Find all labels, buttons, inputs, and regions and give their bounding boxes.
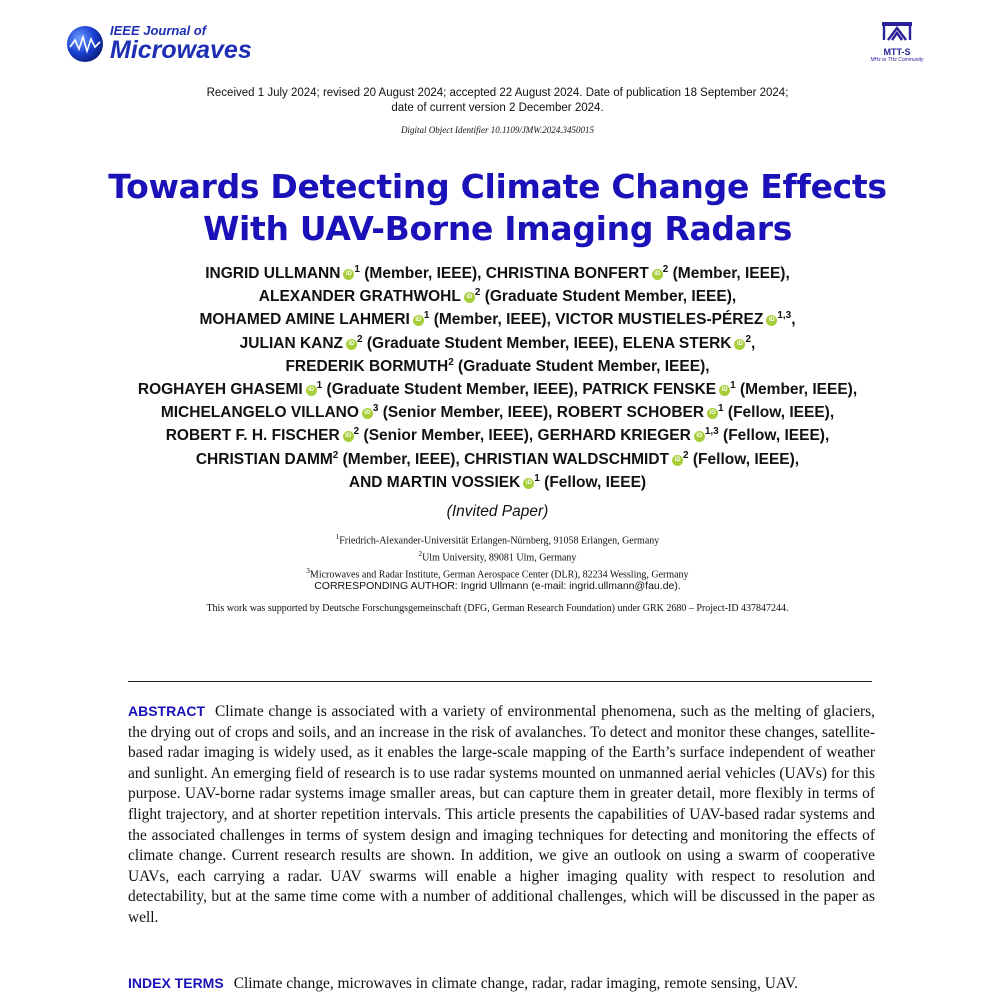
orcid-icon[interactable]: iD: [362, 408, 373, 419]
author: [196, 451, 460, 468]
author-line: [40, 448, 955, 471]
author-name: CHRISTINA BONFERT: [485, 265, 649, 282]
author-role: (Member, IEEE),: [429, 311, 551, 329]
author-list: [40, 262, 955, 494]
author-affiliation-number: 1,3: [704, 426, 719, 438]
author-name: ALEXANDER GRATHWOHL: [258, 288, 461, 306]
publication-dates: [100, 86, 895, 116]
journal-name-small: IEEE Journal of: [110, 23, 207, 38]
author: [349, 474, 646, 491]
author-affiliation-number: 2: [448, 356, 454, 368]
author: [138, 381, 578, 398]
author: [582, 381, 857, 398]
orcid-icon[interactable]: iD: [523, 478, 534, 489]
author-affiliation-number: 2: [662, 264, 669, 275]
author-role: (Fellow, IEEE),: [723, 404, 835, 422]
affiliations: [0, 531, 995, 581]
author-name: JULIAN KANZ: [239, 334, 343, 352]
abstract-text: Climate change is associated with a variety of environmental phenomena, such as the melting of glaciers, the drying out of crops and soils, and an increase in the risk of avalanches. To detect and monitor these changes, satellite-based radar imaging is widely used, as it enables the large-scale mapping of the Earth’s surface independent of weather and sunlight. An emerging field of research is to use radar systems mounted on unmanned aerial vehicles (UAVs) for this purpose. UAV-borne radar systems image smaller areas, but can capture them in greater detail, more flexibly in terms of flight trajectory, and at shorter repetition intervals. This article presents the capabilities of UAV-based radar systems and the associated challenges in terms of system design and imaging techniques for detecting and monitoring the effects of climate change. Current research results are shown. In addition, we give an outlook on using a swarm of cooperative UAVs, each carrying a radar. UAV swarms will enable a higher imaging quality with respect to resolution and detectability, but at the same time come with a number of additional challenges, which will be discussed in the paper as well.: [128, 703, 875, 926]
author-role: (Fellow, IEEE): [539, 473, 647, 491]
author: [557, 404, 834, 421]
author-name: VICTOR MUSTIELES-PÉREZ: [555, 311, 764, 329]
orcid-icon[interactable]: iD: [652, 269, 663, 280]
affiliation-number: 1: [335, 533, 340, 541]
author-role: ,: [751, 334, 756, 352]
author-role: (Fellow, IEEE),: [718, 427, 830, 445]
author-line: [40, 308, 955, 331]
funding-note: This work was supported by Deutsche Forschungsgemeinschaft (DFG, German Research Foundation) under GRK 2680 – Project-ID 437847244.: [206, 603, 789, 614]
author-name: INGRID ULLMANN: [205, 265, 341, 282]
affiliation-number: 2: [418, 549, 423, 558]
author-affiliation-number: 1: [354, 264, 360, 275]
author-name: ROGHAYEH GHASEMI: [137, 381, 303, 399]
orcid-icon[interactable]: iD: [707, 408, 718, 419]
author-line: [40, 378, 955, 401]
orcid-icon[interactable]: iD: [343, 269, 354, 280]
orcid-icon[interactable]: iD: [734, 339, 745, 350]
author-role: (Senior Member, IEEE),: [378, 404, 553, 422]
author-role: (Member, IEEE),: [338, 450, 460, 468]
author: [205, 265, 481, 282]
author-affiliation-number: 2: [353, 426, 360, 438]
author: [166, 427, 534, 444]
index-terms: [128, 973, 875, 994]
abstract-label: ABSTRACT: [128, 703, 205, 719]
author-affiliation-number: 2: [474, 287, 481, 299]
author-name: MICHELANGELO VILLANO: [160, 404, 359, 422]
author-line: [40, 332, 955, 355]
author-affiliation-number: 2: [683, 449, 689, 461]
author-line: [40, 355, 955, 378]
author-line: [40, 401, 955, 424]
author: [259, 288, 736, 305]
author: [623, 335, 756, 352]
doi: Digital Object Identifier 10.1109/JMW.2024.3450015: [401, 125, 594, 135]
author-role: (Graduate Student Member, IEEE),: [362, 334, 619, 352]
affiliation: [0, 565, 995, 582]
author-name: GERHARD KRIEGER: [537, 427, 691, 445]
affiliation-text: Ulm University, 89081 Ulm, Germany: [422, 552, 577, 564]
author-line: [40, 285, 955, 308]
author-role: (Member, IEEE),: [735, 381, 858, 399]
author: [240, 335, 619, 352]
society-name: MTT-S: [883, 47, 911, 57]
author-name: PATRICK FENSKE: [582, 381, 717, 399]
affiliation-text: Friedrich-Alexander-Universität Erlangen-Nürnberg, 91058 Erlangen, Germany: [339, 535, 660, 547]
author: [538, 427, 830, 444]
affiliation: [0, 548, 995, 565]
dates-line-1: Received 1 July 2024; revised 20 August 2024; accepted 22 August 2024. Date of publication 18 September 2024;: [206, 87, 789, 99]
author-name: ELENA STERK: [622, 334, 732, 352]
author-affiliation-number: 2: [357, 333, 363, 345]
affiliation: [0, 531, 995, 548]
author: [285, 358, 709, 375]
orcid-icon[interactable]: iD: [766, 315, 777, 326]
journal-logo: [66, 24, 252, 63]
author: [161, 404, 553, 421]
globe-logo-icon: [66, 25, 104, 63]
author-role: ,: [791, 311, 796, 329]
title-line-1: Towards Detecting Climate Change Effects: [108, 167, 887, 206]
corresponding-author: CORRESPONDING AUTHOR: Ingrid Ullmann (e-mail: ingrid.ullmann@fau.de).: [314, 580, 681, 592]
author: [486, 265, 790, 282]
journal-name-big: Microwaves: [110, 36, 252, 64]
orcid-icon[interactable]: iD: [413, 315, 424, 326]
author-role: (Member, IEEE),: [359, 265, 482, 282]
divider: [128, 681, 872, 682]
orcid-icon[interactable]: iD: [343, 431, 354, 442]
author-role: (Graduate Student Member, IEEE),: [480, 288, 737, 306]
author-name: CHRISTIAN WALDSCHMIDT: [464, 450, 670, 468]
index-terms-text: Climate change, microwaves in climate change, radar, radar imaging, remote sensing, UAV.: [233, 975, 798, 992]
mtt-s-emblem-icon: [880, 20, 914, 42]
index-terms-label: INDEX TERMS: [128, 975, 224, 991]
abstract: [128, 701, 875, 929]
orcid-icon[interactable]: iD: [672, 455, 683, 466]
author-affiliation-number: 1: [534, 472, 540, 484]
author: [555, 311, 795, 328]
author-role: (Graduate Student Member, IEEE),: [322, 381, 579, 399]
society-logo: [862, 20, 932, 63]
author-line: [40, 424, 955, 447]
author-name: AND MARTIN VOSSIEK: [348, 473, 521, 491]
paper-title: [40, 166, 955, 250]
orcid-icon[interactable]: iD: [719, 385, 730, 396]
author-affiliation-number: 3: [372, 403, 379, 415]
invited-paper-label: (Invited Paper): [446, 503, 549, 520]
author-line: [40, 471, 955, 494]
author-role: (Graduate Student Member, IEEE),: [453, 357, 710, 375]
author-affiliation-number: 1: [718, 403, 724, 415]
affiliation-number: 3: [306, 566, 310, 575]
author-affiliation-number: 1: [730, 380, 736, 392]
author-name: ROBERT F. H. FISCHER: [165, 427, 340, 445]
author-name: CHRISTIAN DAMM: [195, 450, 333, 468]
author-role: (Senior Member, IEEE),: [359, 427, 534, 445]
orcid-icon[interactable]: iD: [306, 385, 317, 396]
author-name: FREDERIK BORMUTH: [285, 357, 449, 375]
orcid-icon[interactable]: iD: [464, 292, 475, 303]
dates-line-2: date of current version 2 December 2024.: [391, 102, 604, 114]
author-role: (Fellow, IEEE),: [688, 450, 800, 468]
author-affiliation-number: 1: [316, 380, 323, 392]
author-affiliation-number: 1,3: [777, 310, 792, 322]
author-role: (Member, IEEE),: [668, 265, 790, 282]
author-affiliation-number: 2: [332, 449, 339, 461]
author-name: MOHAMED AMINE LAHMERI: [199, 311, 410, 329]
author-name: ROBERT SCHOBER: [556, 404, 705, 422]
author: [464, 451, 799, 468]
affiliation-text: Microwaves and Radar Institute, German Aerospace Center (DLR), 82234 Wessling, Germany: [309, 568, 689, 580]
author-line: [40, 262, 955, 285]
author-affiliation-number: 2: [745, 333, 752, 345]
author-affiliation-number: 1: [423, 310, 430, 322]
society-tagline: MHz to THz Community: [870, 57, 924, 63]
orcid-icon[interactable]: iD: [694, 431, 705, 442]
title-line-2: With UAV-Borne Imaging Radars: [202, 209, 793, 248]
author: [199, 311, 550, 328]
orcid-icon[interactable]: iD: [346, 339, 357, 350]
